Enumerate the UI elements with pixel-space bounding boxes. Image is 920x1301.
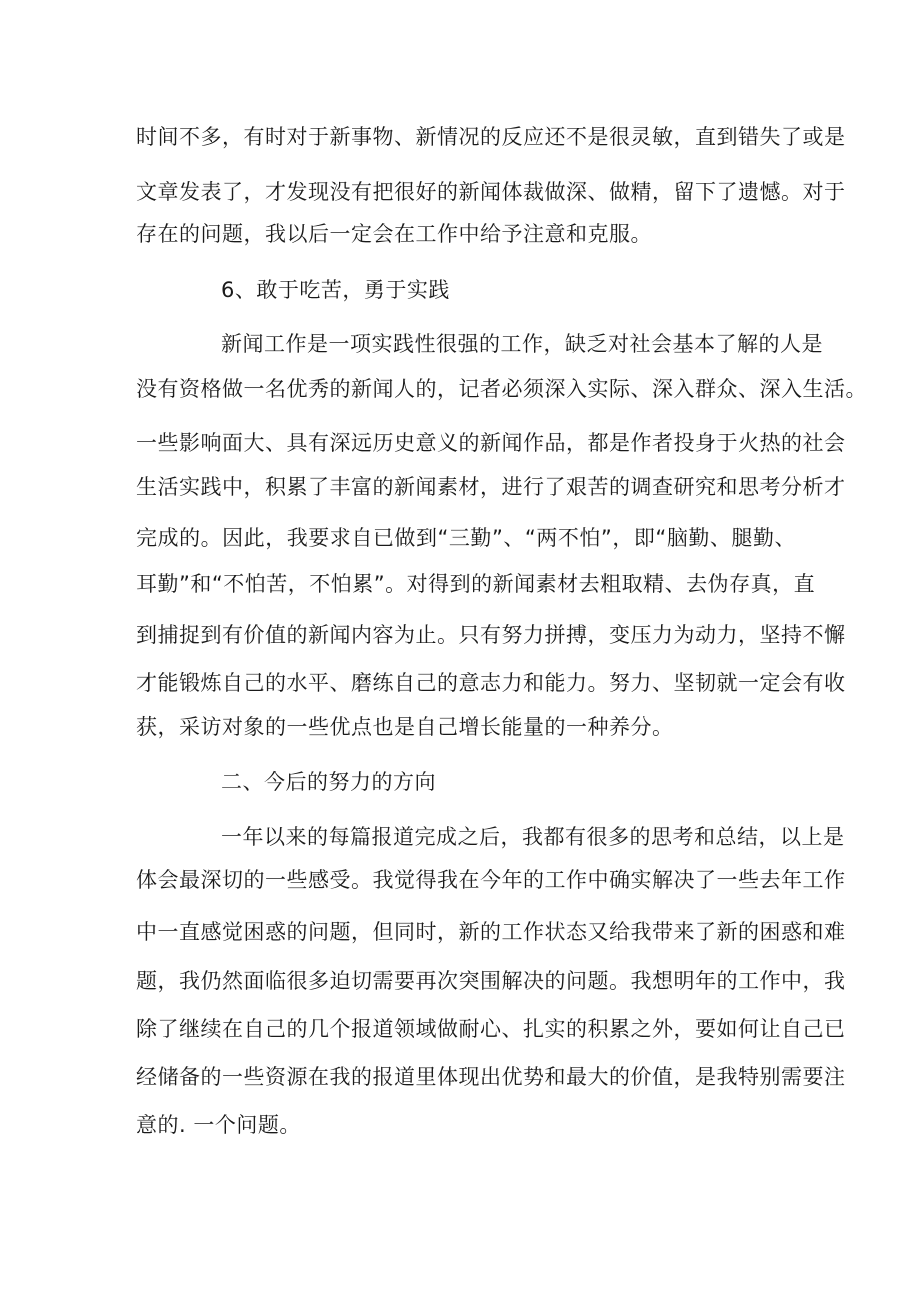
paragraph-line: 没有资格做一名优秀的新闻人的，记者必须深入实际、深入群众、深入生活。	[136, 377, 867, 401]
paragraph-line: 时间不多，有时对于新事物、新情况的反应还不是很灵敏，直到错失了或是	[136, 125, 846, 149]
paragraph-line: 获，采访对象的一些优点也是自己增长能量的一种养分。	[136, 715, 674, 739]
paragraph-line: 中一直感觉困惑的问题，但同时，新的工作状态又给我带来了新的困惑和难	[136, 920, 846, 944]
paragraph-line: 文章发表了，才发现没有把很好的新闻体裁做深、做精，留下了遗憾。对于	[136, 180, 846, 204]
paragraph-line: 意的. 一个问题。	[136, 1113, 301, 1137]
paragraph-line: 完成的。因此，我要求自已做到“三勤”、“两不怕”，即“脑勤、腿勤、	[136, 526, 796, 550]
section-heading: 二、今后的努力的方向	[221, 770, 436, 794]
section-heading: 6、敢于吃苦，勇于实践	[221, 278, 450, 302]
paragraph-line: 题，我仍然面临很多迫切需要再次突围解决的问题。我想明年的工作中，我	[136, 969, 846, 993]
paragraph-line: 耳勤”和“不怕苦，不怕累”。对得到的新闻素材去粗取精、去伪存真，直	[136, 572, 816, 596]
paragraph-line: 存在的问题，我以后一定会在工作中给予注意和克服。	[136, 222, 652, 246]
paragraph-line: 新闻工作是一项实践性很强的工作，缺乏对社会基本了解的人是	[221, 332, 823, 356]
paragraph-line: 生活实践中，积累了丰富的新闻素材，进行了艰苦的调查研究和思考分析才	[136, 475, 846, 499]
paragraph-line: 一些影响面大、具有深远历史意义的新闻作品，都是作者投身于火热的社会	[136, 431, 846, 455]
paragraph-line: 一年以来的每篇报道完成之后，我都有很多的思考和总结，以上是	[221, 825, 845, 849]
paragraph-line: 体会最深切的一些感受。我觉得我在今年的工作中确实解决了一些去年工作	[136, 868, 846, 892]
paragraph-line: 才能锻炼自己的水平、磨练自己的意志力和能力。努力、坚韧就一定会有收	[136, 671, 846, 695]
paragraph-line: 除了继续在自己的几个报道领域做耐心、扎实的积累之外，要如何让自己已	[136, 1017, 846, 1041]
paragraph-line: 到捕捉到有价值的新闻内容为止。只有努力拼搏，变压力为动力，坚持不懈	[136, 623, 846, 647]
paragraph-line: 经储备的一些资源在我的报道里体现出优势和最大的价值，是我特别需要注	[136, 1065, 846, 1089]
